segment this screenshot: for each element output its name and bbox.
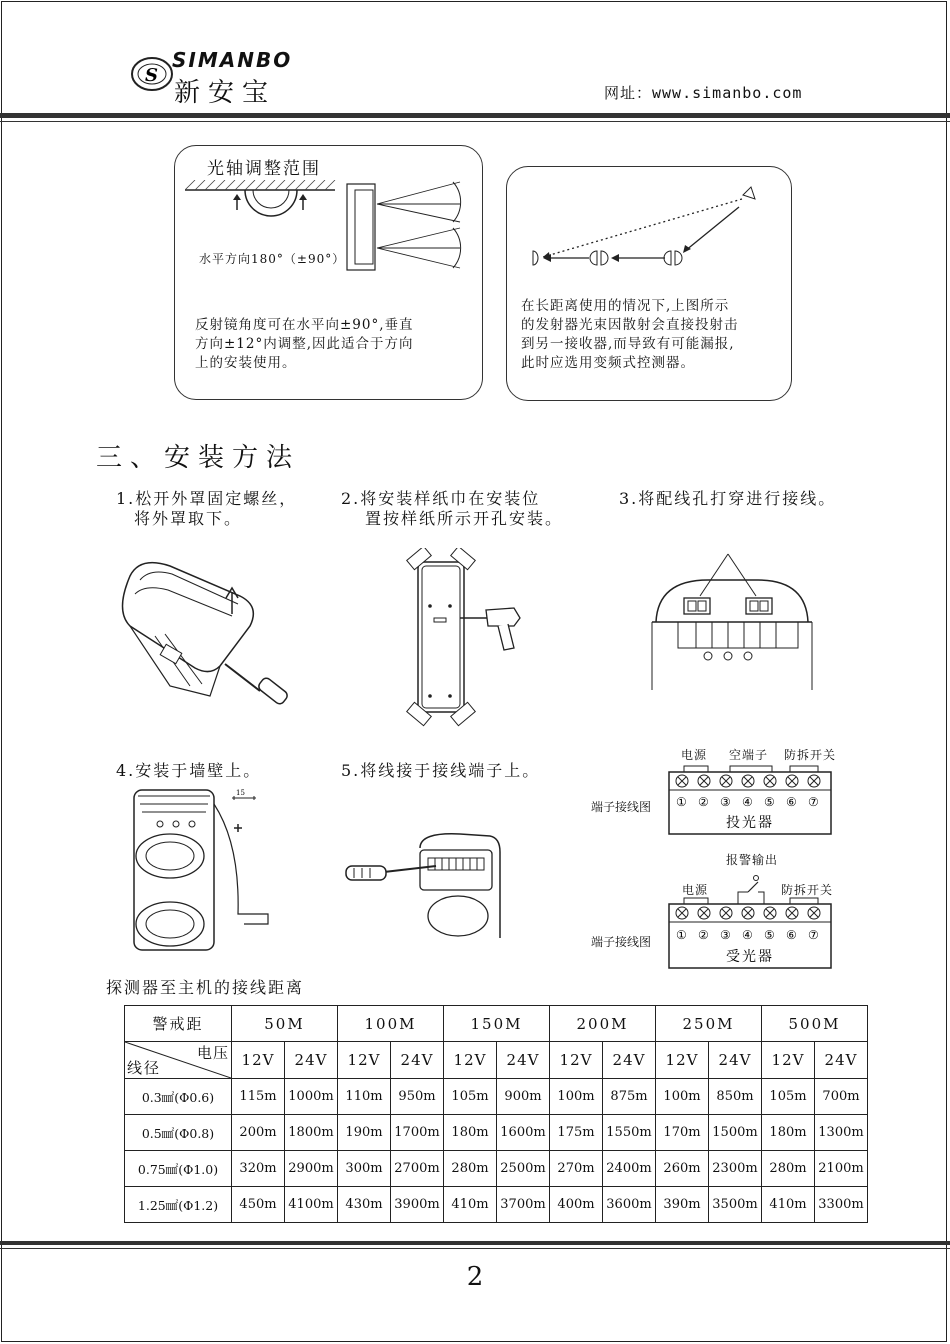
step-4: 4.安装于墙壁上。: [116, 761, 262, 780]
distance-cell: 875m: [603, 1079, 656, 1115]
tx-terminal-number: ④: [742, 795, 753, 809]
footer-rule-thin: [0, 1248, 950, 1249]
distance-cell: 900m: [497, 1079, 550, 1115]
rx-terminal-number: ⑦: [808, 928, 819, 942]
tx-terminal-block: [668, 760, 836, 836]
table-header-row: [125, 1006, 868, 1042]
distance-cell: 1000m: [285, 1079, 338, 1115]
long-distance-note-line: 在长距离使用的情况下,上图所示: [521, 298, 730, 314]
distance-cell: 400m: [550, 1187, 603, 1223]
distance-cell: 450m: [232, 1187, 285, 1223]
wire-gauge-cell: 1.25㎟(Φ1.2): [125, 1187, 232, 1223]
distance-cell: 2300m: [709, 1151, 762, 1187]
range-header: 500M: [762, 1006, 868, 1042]
distance-cell: 100m: [656, 1079, 709, 1115]
range-header: 250M: [656, 1006, 762, 1042]
distance-cell: 2700m: [391, 1151, 444, 1187]
tx-terminal-number: ③: [720, 795, 731, 809]
wiring-distance-table: [124, 1005, 868, 1223]
distance-cell: 3300m: [815, 1187, 868, 1223]
rx-diagram-label: 端子接线图: [591, 935, 652, 949]
tx-diagram-label: 端子接线图: [591, 800, 652, 814]
axis-adjust-panel: [174, 145, 483, 400]
range-header: 100M: [338, 1006, 444, 1042]
rx-terminal-number: ⑤: [764, 928, 775, 942]
axis-adjust-diagram: [185, 180, 475, 285]
wire-gauge-cell: 0.75㎟(Φ1.0): [125, 1151, 232, 1187]
distance-cell: 1600m: [497, 1115, 550, 1151]
distance-cell: 300m: [338, 1151, 391, 1187]
table-row: [125, 1079, 868, 1115]
distance-cell: 190m: [338, 1115, 391, 1151]
distance-cell: 430m: [338, 1187, 391, 1223]
voltage-header: 24V: [391, 1042, 444, 1079]
distance-cell: 1800m: [285, 1115, 338, 1151]
voltage-header: 12V: [550, 1042, 603, 1079]
wire-gauge-cell: 0.5㎟(Φ0.8): [125, 1115, 232, 1151]
axis-note-line: 方向±12°内调整,因此适合于方向: [195, 336, 414, 352]
remove-cover-illustration: [110, 556, 300, 726]
voltage-header: 12V: [444, 1042, 497, 1079]
step-2: [341, 489, 563, 529]
table-row: [125, 1187, 868, 1223]
long-distance-note-line: 到另一接收器,而导致有可能漏报,: [521, 336, 735, 352]
axis-panel-note: [195, 316, 414, 373]
step-5: 5.将线接于接线端子上。: [341, 761, 541, 780]
rx-tamper-label: 防拆开关: [781, 883, 834, 897]
tx-terminal-number: ①: [676, 795, 687, 809]
distance-cell: 200m: [232, 1115, 285, 1151]
distance-cell: 280m: [762, 1151, 815, 1187]
wall-dimension-label: 15: [236, 789, 245, 797]
horizontal-range-caption: 水平方向180°（±90°）: [199, 252, 346, 266]
step-1-line: 1.松开外罩固定螺丝，: [116, 489, 298, 508]
tx-tamper-label: 防拆开关: [784, 748, 837, 762]
voltage-header: 24V: [497, 1042, 550, 1079]
distance-cell: 105m: [444, 1079, 497, 1115]
voltage-header: 24V: [285, 1042, 338, 1079]
long-distance-note-line: 此时应选用变频式控测器。: [521, 355, 695, 371]
distance-cell: 175m: [550, 1115, 603, 1151]
step-3: 3.将配线孔打穿进行接线。: [619, 489, 837, 508]
wire-gauge-cell: 0.3㎟(Φ0.6): [125, 1079, 232, 1115]
rx-device-label: 受光器: [726, 949, 774, 965]
distance-cell: 1300m: [815, 1115, 868, 1151]
distance-cell: 700m: [815, 1079, 868, 1115]
corner-wire-label: 线径: [127, 1059, 162, 1077]
voltage-header: 12V: [232, 1042, 285, 1079]
tx-terminal-number: ⑦: [808, 795, 819, 809]
distance-cell: 320m: [232, 1151, 285, 1187]
distance-cell: 3900m: [391, 1187, 444, 1223]
step-2-line: 置按样纸所示开孔安装。: [365, 509, 564, 528]
rx-alarm-label: 报警输出: [726, 853, 779, 867]
rx-terminal-number: ⑥: [786, 928, 797, 942]
tx-terminal-number: ⑤: [764, 795, 775, 809]
rx-terminal-block: [668, 866, 836, 970]
wall-mount-illustration: [120, 784, 280, 954]
logo-brand-cn: 新安宝: [174, 78, 277, 108]
table-row: [125, 1115, 868, 1151]
distance-cell: 270m: [550, 1151, 603, 1187]
distance-cell: 4100m: [285, 1187, 338, 1223]
distance-cell: 850m: [709, 1079, 762, 1115]
voltage-header: 24V: [603, 1042, 656, 1079]
beam-scatter-diagram: [517, 179, 777, 279]
distance-cell: 115m: [232, 1079, 285, 1115]
distance-cell: 2500m: [497, 1151, 550, 1187]
step-2-line: 2.将安装样纸巾在安装位: [341, 489, 541, 508]
tx-terminal-number: ②: [698, 795, 709, 809]
corner-cell-split: [125, 1042, 232, 1079]
voltage-header: 12V: [656, 1042, 709, 1079]
distance-cell: 3700m: [497, 1187, 550, 1223]
table-caption: 探测器至主机的接线距离: [106, 978, 305, 997]
distance-cell: 2100m: [815, 1151, 868, 1187]
terminal-wiring-illustration: [340, 828, 510, 938]
distance-cell: 410m: [444, 1187, 497, 1223]
axis-note-line: 上的安装使用。: [195, 355, 297, 371]
rx-terminal-number: ③: [720, 928, 731, 942]
long-distance-note: [521, 297, 739, 373]
page-number: 2: [466, 1262, 484, 1292]
distance-cell: 410m: [762, 1187, 815, 1223]
range-header: 50M: [232, 1006, 338, 1042]
logo-badge-text: S: [145, 65, 158, 86]
long-distance-note-line: 的发射器光束因散射会直接投射击: [521, 317, 739, 333]
tx-device-label: 投光器: [726, 815, 774, 831]
distance-cell: 110m: [338, 1079, 391, 1115]
voltage-header: 12V: [762, 1042, 815, 1079]
distance-cell: 390m: [656, 1187, 709, 1223]
step-1: [116, 489, 297, 529]
rx-terminal-number: ①: [676, 928, 687, 942]
rx-power-label: 电源: [682, 883, 709, 897]
tx-terminal-number: ⑥: [786, 795, 797, 809]
distance-cell: 105m: [762, 1079, 815, 1115]
voltage-header: 12V: [338, 1042, 391, 1079]
logo: [128, 46, 293, 108]
tx-power-label: 电源: [681, 748, 708, 762]
logo-brand-text: SIMANBO: [172, 48, 293, 72]
distance-cell: 260m: [656, 1151, 709, 1187]
header-rule-thin: [0, 121, 950, 122]
long-distance-panel: [506, 166, 792, 401]
distance-cell: 950m: [391, 1079, 444, 1115]
axis-panel-title: 光轴调整范围: [207, 159, 321, 179]
corner-voltage-label: 电压: [196, 1044, 229, 1062]
distance-cell: 1550m: [603, 1115, 656, 1151]
table-row: [125, 1151, 868, 1187]
header-rule: [0, 113, 950, 118]
distance-cell: 170m: [656, 1115, 709, 1151]
voltage-header: 24V: [709, 1042, 762, 1079]
voltage-header-row: [125, 1042, 868, 1079]
distance-cell: 1500m: [709, 1115, 762, 1151]
distance-cell: 3600m: [603, 1187, 656, 1223]
distance-cell: 2400m: [603, 1151, 656, 1187]
tx-empty-label: 空端子: [729, 748, 769, 762]
distance-cell: 1700m: [391, 1115, 444, 1151]
distance-cell: 3500m: [709, 1187, 762, 1223]
distance-cell: 180m: [762, 1115, 815, 1151]
rx-terminal-number: ④: [742, 928, 753, 942]
footer-rule: [0, 1241, 950, 1245]
template-mounting-illustration: [396, 548, 526, 728]
wiring-hole-illustration: [648, 552, 818, 692]
distance-cell: 180m: [444, 1115, 497, 1151]
range-header: 200M: [550, 1006, 656, 1042]
distance-cell: 2900m: [285, 1151, 338, 1187]
step-1-line: 将外罩取下。: [134, 509, 243, 528]
axis-note-line: 反射镜角度可在水平向±90°,垂直: [195, 317, 414, 333]
corner-cell-top: 警戒距: [125, 1006, 232, 1042]
section-title: 三、安装方法: [96, 443, 301, 473]
voltage-header: 24V: [815, 1042, 868, 1079]
distance-cell: 100m: [550, 1079, 603, 1115]
website-text: 网址：www.simanbo.com: [604, 84, 803, 102]
rx-terminal-number: ②: [698, 928, 709, 942]
distance-cell: 280m: [444, 1151, 497, 1187]
range-header: 150M: [444, 1006, 550, 1042]
